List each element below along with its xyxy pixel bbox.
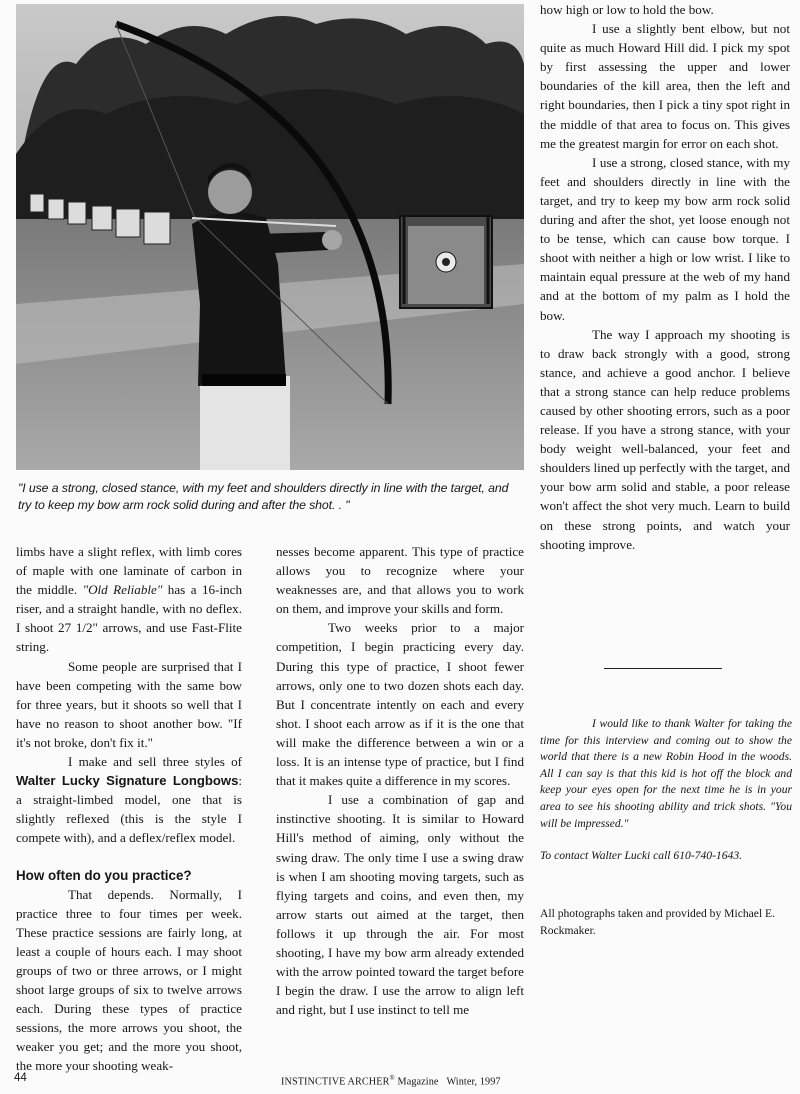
footer: [281, 1074, 501, 1087]
paragraph: nesses become apparent. This type of practice allows you to recognize where your weaknesses are, and that allows you to work on them, and improve your skills and form.: [276, 544, 524, 617]
paragraph: [16, 542, 242, 657]
brand-name: Walter Lucky Signature Longbows: [16, 773, 239, 789]
photo-credit: All photographs taken and provided by Michael E. Rockmaker.: [540, 907, 776, 937]
paragraph: I use a strong, closed stance, with my feet and shoulders directly in line with the target, and try to keep my bow arm rock solid during and after the shot, yet loose enough not to be tense, which can cause bow torque. I shoot with neither a high or low wrist. I like to maintain equal pressure at the web of my hand and at the bottom of my palm as I hold the bow.: [540, 154, 790, 323]
article-photo: [16, 4, 524, 470]
article-column-2: [276, 542, 524, 1019]
paragraph: Two weeks prior to a major competition, I begin practicing every day. During this type of practice, I shoot fewer arrows, only one to two dozen shots each day. But I concentrate intently on each and every shot. I shoot each arrow as if it is the one that will make the difference between a win or a loss. It is an intense type of practice, but I find that it makes quite a difference in my scores.: [276, 620, 524, 789]
page-number: 44: [14, 1072, 27, 1084]
paragraph: I use a combination of gap and instinctive shooting. It is similar to Howard Hill's method of aiming, only without the swing draw. The only time I use a swing draw is when I am shooting moving targets, such as flying targets and coins, and even then, my arrow starts out aimed at the target, then follows it up through the air. For most shooting, I have my bow arm already extended with the arrow pointed toward the target before I begin the draw. I use the arrow to align left and right, but I use instinct to tell me: [276, 792, 524, 1018]
paragraph: [16, 752, 242, 847]
registered-mark: ®: [389, 1074, 395, 1082]
article-column-1: [16, 542, 242, 1076]
paragraph-text: limbs have a slight reflex, with limb cores of maple with one laminate of carbon in the middle.: [16, 544, 242, 598]
archer-photo-illustration: [16, 4, 524, 470]
paragraph: I would like to thank Walter for taking the time for this interview and coming out to show the world that there is a new Robin Hood in the woods. All I can say is that this kid is hot off the block and keep your eyes open for the next time he is in your area to see his shooting ability and trick shots. "You will be impressed.": [540, 717, 792, 830]
bow-name: "Old Reliable": [82, 582, 163, 598]
paragraph-text: I make and sell three styles of: [68, 754, 242, 770]
section-divider: [604, 668, 722, 669]
contact-line: To contact Walter Lucki call 610-740-1643.: [540, 849, 743, 862]
section-heading: How often do you practice?: [16, 867, 192, 883]
magazine-name: INSTINCTIVE ARCHER: [281, 1076, 390, 1088]
issue-date: Winter, 1997: [446, 1076, 501, 1088]
acknowledgment: [540, 716, 792, 832]
paragraph: how high or low to hold the bow.: [540, 2, 714, 17]
paragraph-text: : a straight-limbed model, one that is slightly reflexed (this is the style I compete with), and a deflex/reflex model.: [16, 773, 242, 846]
paragraph: I use a slightly bent elbow, but not quite as much Howard Hill did. I pick my spot by first assessing the upper and lower boundaries of the kill area, then the left and right boundaries, then I pick a tiny spot right in the middle of that area to focus on. This gives me the greatest margin for error on each shot.: [540, 21, 790, 151]
photo-caption: "I use a strong, closed stance, with my feet and shoulders directly in line with the target, and try to keep my bow arm rock solid during and after the shot. . ": [18, 481, 509, 512]
paragraph-text: has a 16-inch riser, and a straight handle, with no deflex. I shoot 27 1/2" arrows, and use Fast-Flite string.: [16, 582, 242, 655]
article-column-3: [540, 0, 790, 554]
magazine-suffix: Magazine: [394, 1076, 439, 1088]
target-butt: [400, 216, 492, 308]
paragraph: Some people are surprised that I have been competing with the same bow for three years, but it shoots so well that I have no reason to shoot another bow. "If it's not broke, don't fix it.": [16, 658, 242, 750]
paragraph: That depends. Normally, I practice three to four times per week. These practice sessions are fairly long, at least a couple of hours each. I may shoot groups of two or three arrows, or I might shoot large groups of six to twelve arrows each. During these types of practice sessions, the more arrows you shoot, the weaker you get; and the more you shoot, the more your shooting weak-: [16, 886, 242, 1074]
paragraph: The way I approach my shooting is to draw back strongly with a good, strong stance, and achieve a good anchor. I believe that a strong stance can help reduce problems caused by other shooting errors, such as a poor release. If you have a strong stance, with your body weight well-balanced, your feet and shoulders lined up perfectly with the target, and your bow arm solid and stable, a poor release won't affect the shot very much. Learn to build on these strong points, and watch your shooting improve.: [540, 326, 790, 552]
